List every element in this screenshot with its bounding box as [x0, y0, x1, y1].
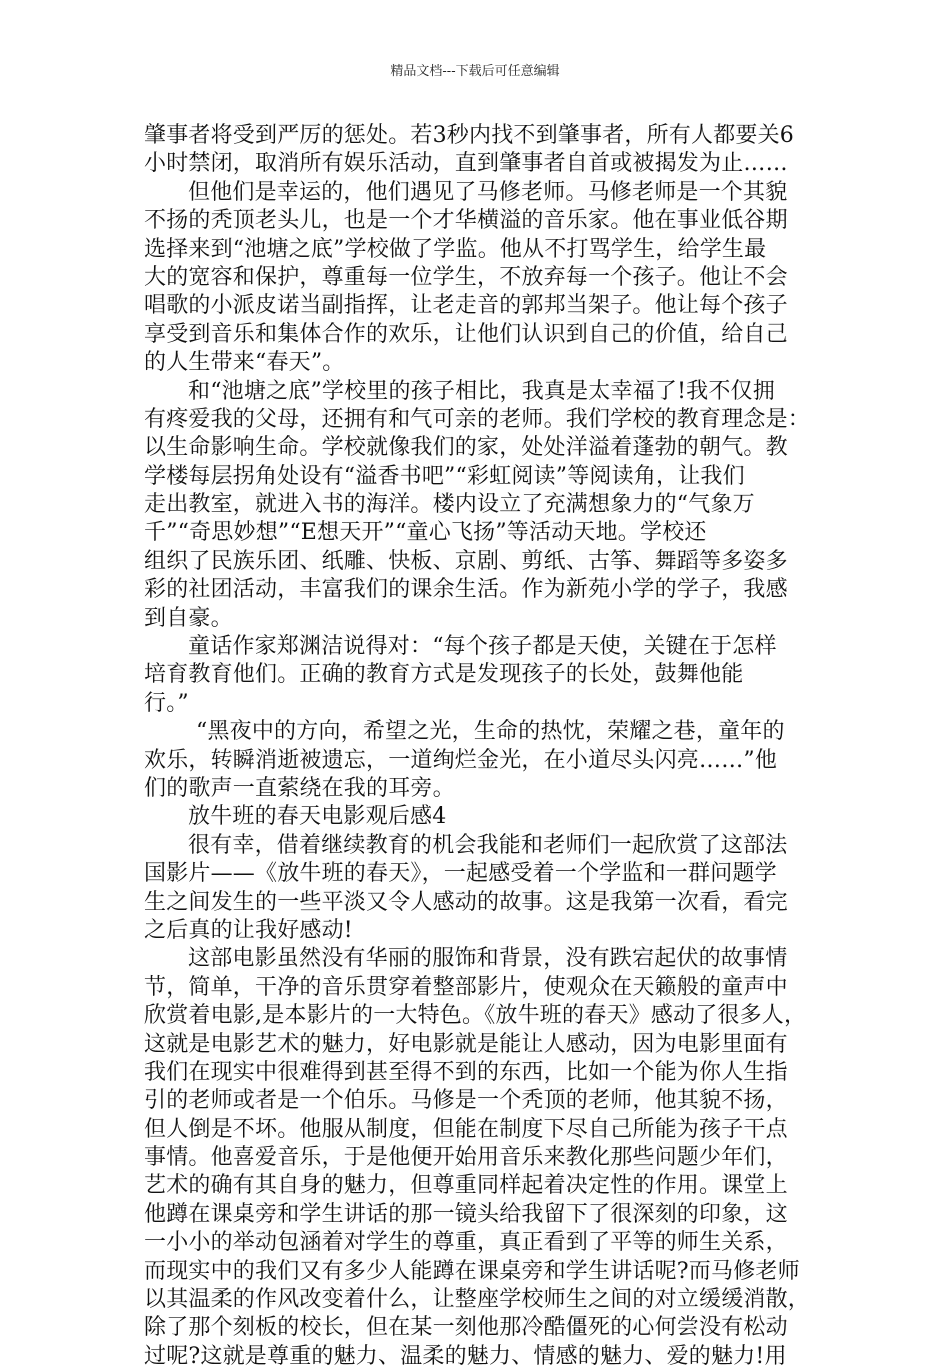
text-line: 行。” — [144, 690, 189, 716]
paragraph-start-line: 童话作家郑渊洁说得对：“每个孩子都是天使，关键在于怎样 — [188, 634, 777, 660]
text-line: 这就是电影艺术的魅力，好电影就是能让人感动，因为电影里面有 — [144, 1031, 788, 1057]
paragraph-start-line: “黑夜中的方向，希望之光，生命的热忱，荣耀之巷，童年的 — [196, 719, 785, 745]
text-line: 我们在现实中很难得到甚至得不到的东西，比如一个能为你人生指 — [144, 1059, 788, 1085]
text-line: 以其温柔的作风改变着什么，让整座学校师生之间的对立缓缓消散， — [144, 1287, 811, 1313]
text-line: 之后真的让我好感动! — [144, 917, 353, 943]
text-line: 唱歌的小派皮诺当副指挥，让老走音的郭邦当架子。他让每个孩子 — [144, 293, 788, 319]
text-line: 生之间发生的一些平淡又令人感动的故事。这是我第一次看，看完 — [144, 889, 788, 915]
page-header: 精品文档---下载后可任意编辑 — [390, 64, 560, 79]
text-line: 千”“奇思妙想”“E想天开”“童心飞扬”等活动天地。学校还 — [144, 520, 707, 546]
text-line: 有疼爱我的父母，还拥有和气可亲的老师。我们学校的教育理念是： — [144, 406, 811, 432]
paragraph-start-line: 和“池塘之底”学校里的孩子相比，我真是太幸福了!我不仅拥 — [188, 378, 775, 404]
text-line: 小时禁闭，取消所有娱乐活动，直到肇事者自首或被揭发为止…… — [144, 151, 788, 177]
text-line: 培育教育他们。正确的教育方式是发现孩子的长处，鼓舞他能 — [144, 662, 744, 688]
text-line: 他蹲在课桌旁和学生讲话的那一镜头给我留下了很深刻的印象，这 — [144, 1201, 788, 1227]
text-line: 的人生带来“春天”。 — [144, 350, 345, 376]
text-line: 引的老师或者是一个伯乐。马修是一个秃顶的老师，他其貌不扬， — [144, 1088, 788, 1114]
paragraph-start-line: 但他们是幸运的，他们遇见了马修老师。马修老师是一个其貌 — [188, 179, 788, 205]
text-line: 到自豪。 — [144, 605, 233, 631]
text-line: 事情。他喜爱音乐，于是他便开始用音乐来教化那些问题少年们， — [144, 1145, 788, 1171]
text-line: 国影片——《放牛班的春天》，一起感受着一个学监和一群问题学 — [144, 861, 777, 887]
text-line: 学楼每层拐角处设有“溢香书吧”“彩虹阅读”等阅读角，让我们 — [144, 463, 745, 489]
text-line: 享受到音乐和集体合作的欢乐，让他们认识到自己的价值，给自己 — [144, 321, 788, 347]
text-line: 不扬的秃顶老头儿，也是一个才华横溢的音乐家。他在事业低谷期 — [144, 208, 788, 234]
text-line: 但人倒是不坏。他服从制度，但能在制度下尽自己所能为孩子干点 — [144, 1116, 788, 1142]
text-line: 大的宽容和保护，尊重每一位学生，不放弃每一个孩子。他让不会 — [144, 264, 788, 290]
text-line: 欢乐，转瞬消逝被遗忘，一道绚烂金光，在小道尽头闪亮……”他 — [144, 747, 778, 773]
text-line: 以生命影响生命。学校就像我们的家，处处洋溢着蓬勃的朝气。教 — [144, 435, 788, 461]
text-line: 除了那个刻板的校长，但在某一刻他那冷酷僵死的心何尝没有松动 — [144, 1315, 788, 1341]
document-body — [144, 122, 811, 1371]
paragraph-start-line: 这部电影虽然没有华丽的服饰和背景，没有跌宕起伏的故事情 — [188, 946, 788, 972]
text-line: 肇事者将受到严厉的惩处。若3秒内找不到肇事者，所有人都要关6 — [144, 123, 794, 148]
text-line: 欣赏着电影,是本影片的一大特色。《放牛班的春天》感动了很多人， — [144, 1003, 807, 1029]
section-heading: 放牛班的春天电影观后感4 — [188, 804, 447, 830]
text-line: 彩的社团活动，丰富我们的课余生活。作为新苑小学的学子，我感 — [144, 577, 788, 603]
paragraph-start-line: 很有幸，借着继续教育的机会我能和老师们一起欣赏了这部法 — [188, 832, 788, 858]
text-line: 一小小的举动包涵着对学生的尊重，真正看到了平等的师生关系， — [144, 1230, 788, 1256]
text-line: 走出教室，就进入书的海洋。楼内设立了充满想象力的“气象万 — [144, 492, 755, 518]
text-line: 而现实中的我们又有多少人能蹲在课桌旁和学生讲话呢?而马修老师 — [144, 1258, 800, 1284]
text-line: 过呢?这就是尊重的魅力、温柔的魅力、情感的魅力、爱的魅力!用 — [144, 1343, 787, 1369]
text-line: 艺术的确有其自身的魅力，但尊重同样起着决定性的作用。课堂上 — [144, 1173, 788, 1199]
text-line: 选择来到“池塘之底”学校做了学监。他从不打骂学生，给学生最 — [144, 236, 767, 262]
text-line: 们的歌声一直萦绕在我的耳旁。 — [144, 775, 455, 801]
text-line: 节，简单，干净的音乐贯穿着整部影片，使观众在天籁般的童声中 — [144, 974, 788, 1000]
text-line: 组织了民族乐团、纸雕、快板、京剧、剪纸、古筝、舞蹈等多姿多 — [144, 548, 788, 574]
